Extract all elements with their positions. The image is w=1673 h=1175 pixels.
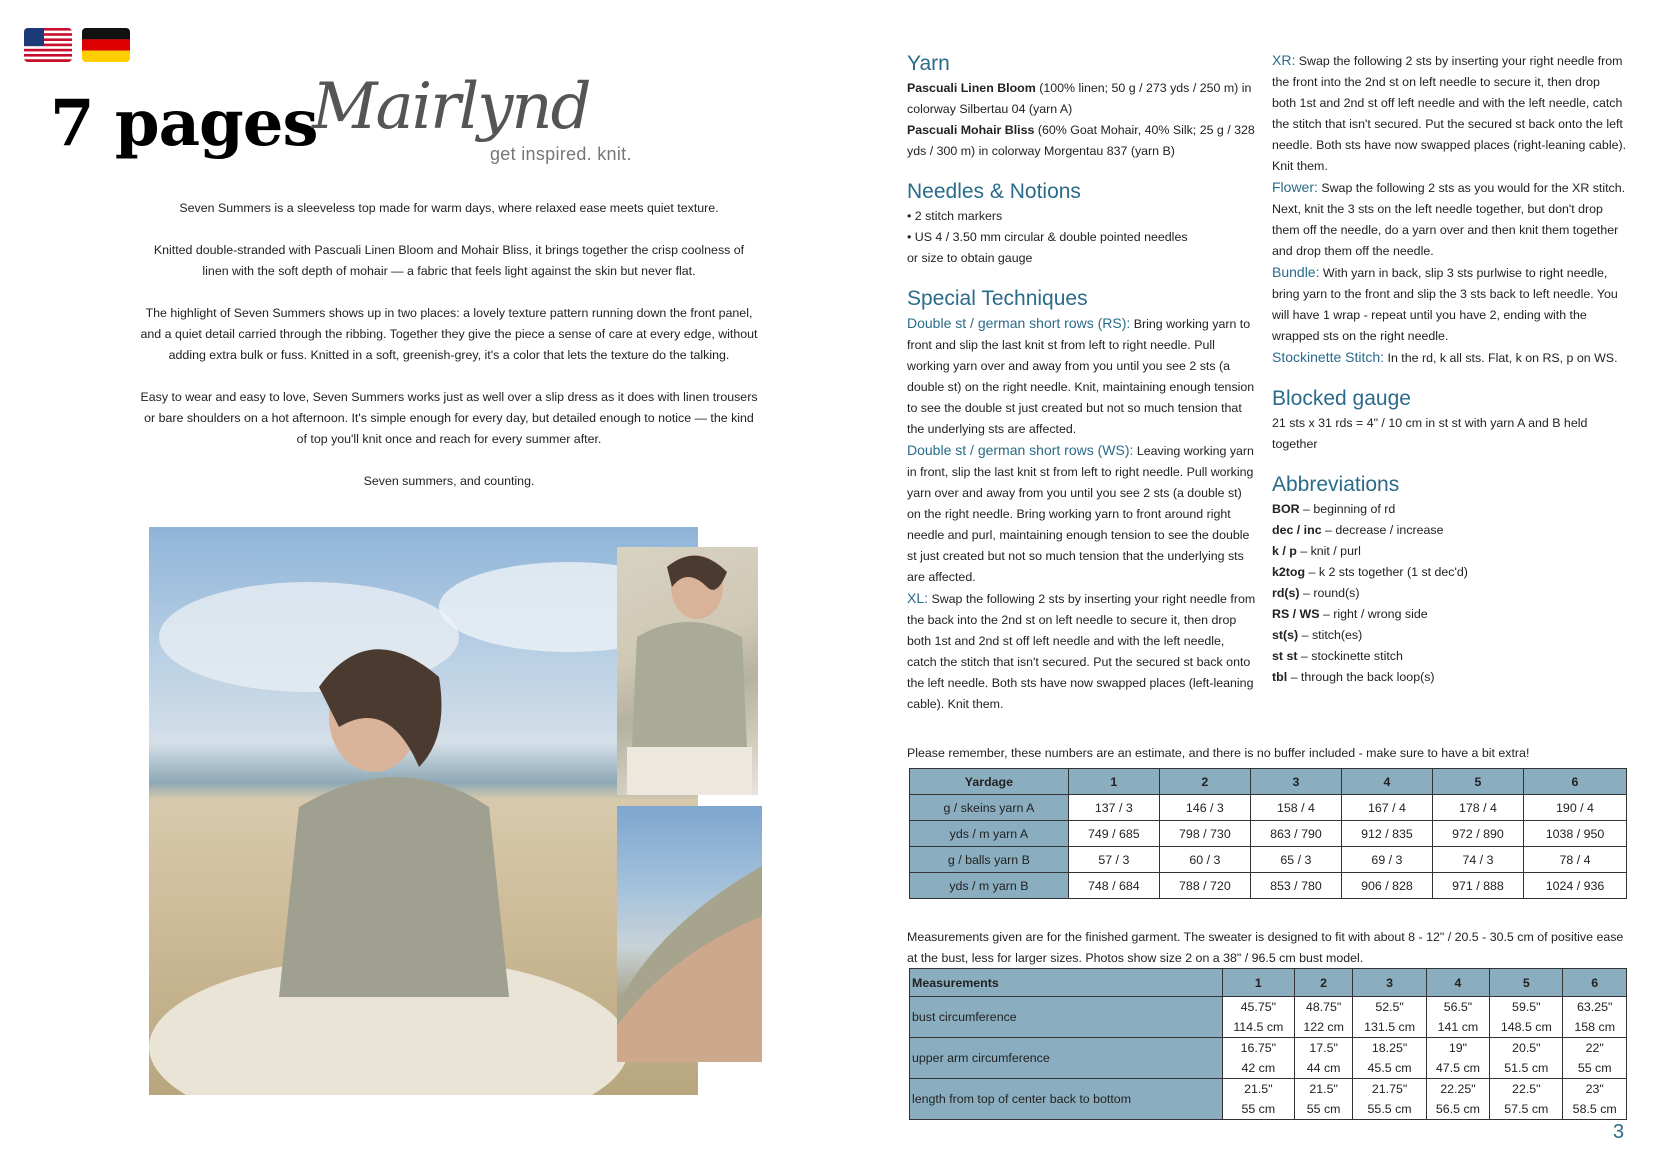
table-cell: 190 / 4: [1523, 795, 1626, 821]
table-header-cell: 6: [1563, 969, 1627, 997]
abbreviation-item: [1272, 604, 1627, 625]
table-cell: [1222, 1038, 1294, 1079]
logo-wordmark: Mairlynd: [312, 70, 590, 144]
table-cell: 167 / 4: [1341, 795, 1432, 821]
table-cell: 65 / 3: [1250, 847, 1341, 873]
table-cell: [1353, 1079, 1426, 1120]
cell-imperial: 21.5": [1309, 1082, 1338, 1096]
technique-entry: [1272, 50, 1627, 177]
table-cell: 972 / 890: [1432, 821, 1523, 847]
abbreviation-value: – beginning of rd: [1299, 502, 1396, 516]
technique-term: Flower:: [1272, 179, 1318, 195]
cell-metric: 55.5 cm: [1367, 1102, 1412, 1116]
detail-photo-bottom: [617, 806, 762, 1062]
technique-entry: [1272, 262, 1627, 347]
table-row: [910, 1038, 1627, 1079]
abbreviation-key: st st: [1272, 649, 1298, 663]
gauge-heading: Blocked gauge: [1272, 387, 1411, 410]
table-header-cell: 1: [1222, 969, 1294, 997]
table-header-row: [910, 969, 1627, 997]
abbreviation-item: [1272, 625, 1627, 646]
cell-imperial: 45.75": [1240, 1000, 1277, 1014]
abbreviation-key: dec / inc: [1272, 523, 1322, 537]
cell-imperial: 48.75": [1305, 1000, 1342, 1014]
yarn-b-name: Pascuali Mohair Bliss: [907, 123, 1035, 137]
table-header-cell: 1: [1068, 769, 1159, 795]
cell-imperial: 23": [1585, 1082, 1604, 1096]
technique-term: Double st / german short rows (WS):: [907, 442, 1134, 458]
table-cell: 971 / 888: [1432, 873, 1523, 899]
cell-imperial: 59.5": [1512, 1000, 1541, 1014]
cell-metric: 148.5 cm: [1500, 1020, 1552, 1034]
abbreviation-item: [1272, 583, 1627, 604]
yarn-a-entry: [907, 78, 1257, 120]
intro-text: [140, 198, 758, 513]
cell-metric: 42 cm: [1241, 1061, 1276, 1075]
abbreviation-key: rd(s): [1272, 586, 1300, 600]
abbreviation-item: [1272, 667, 1627, 688]
table-cell: 78 / 4: [1523, 847, 1626, 873]
table-header-cell: Yardage: [910, 769, 1069, 795]
technique-text: Swap the following 2 sts by inserting your right needle from the front into the 2nd st on left needle to secure it, then drop both 1st and 2nd st off left needle and with the left needle, catch the stitch that isn't secured. Put the secured st back onto the left needle. Both sts have now swapped places (right-leaning cable). Knit them.: [1272, 54, 1627, 173]
table-header-cell: 6: [1523, 769, 1626, 795]
cell-imperial: 52.5": [1375, 1000, 1404, 1014]
table-cell: [1490, 997, 1563, 1038]
page-count-label: 7 pages: [50, 86, 318, 161]
row-header-cell: yds / m yarn A: [910, 821, 1069, 847]
abbreviations-heading: Abbreviations: [1272, 473, 1400, 496]
technique-text: Leaving working yarn in front, slip the last knit st from left to right needle. Pull working yarn over and away from you until you see 2 sts (a double st) on the right needle. Bring working yarn to front around right needle and purl, maintaining enough tension to see the double st just created but not so much tension that the underlying sts are affected.: [907, 444, 1254, 584]
cell-imperial: 56.5": [1443, 1000, 1473, 1014]
yardage-table: [909, 768, 1627, 899]
technique-term: Stockinette Stitch:: [1272, 349, 1385, 365]
technique-text: With yarn in back, slip 3 sts purlwise to right needle, bring yarn to the front and slip the 3 sts back to left needle. You will have 1 wrap - repeat until you have 2, ending with the wrapped sts on the right needle.: [1272, 266, 1618, 343]
technique-text: In the rd, k all sts. Flat, k on RS, p on WS.: [1384, 351, 1618, 365]
table-header-row: [910, 769, 1627, 795]
intro-paragraph: Seven summers, and counting.: [363, 474, 535, 488]
table-cell: 60 / 3: [1159, 847, 1250, 873]
technique-text: Bring working yarn to front and slip the last knit st from left to right needle. Pull working yarn over and away from you until you see 2 sts (a double st) on the right needle. Knit, maintaining enough tension to see the double st just created but not so much tension that the underlying sts are affected.: [907, 317, 1255, 436]
table-cell: [1353, 997, 1426, 1038]
pattern-details-column-b: [1272, 50, 1627, 688]
table-cell: [1490, 1079, 1563, 1120]
table-header-cell: 5: [1490, 969, 1563, 997]
abbreviation-item: [1272, 541, 1627, 562]
cell-metric: 122 cm: [1303, 1020, 1344, 1034]
cell-imperial: 19": [1448, 1041, 1468, 1055]
abbreviation-item: [1272, 499, 1627, 520]
table-cell: 863 / 790: [1250, 821, 1341, 847]
table-header-cell: 2: [1294, 969, 1353, 997]
yarn-heading: Yarn: [907, 52, 950, 75]
table-cell: [1563, 1079, 1627, 1120]
table-cell: 788 / 720: [1159, 873, 1250, 899]
technique-term: Double st / german short rows (RS):: [907, 315, 1131, 331]
table-cell: 912 / 835: [1341, 821, 1432, 847]
table-cell: 798 / 730: [1159, 821, 1250, 847]
yarn-b-entry: [907, 120, 1257, 162]
needles-item: • 2 stitch markers: [907, 209, 1003, 223]
abbreviation-key: st(s): [1272, 628, 1299, 642]
abbreviation-key: RS / WS: [1272, 607, 1320, 621]
cell-imperial: 17.5": [1309, 1041, 1338, 1055]
detail-photo-top: [617, 547, 758, 795]
row-header-cell: bust circumference: [910, 997, 1223, 1038]
brand-logo: [272, 62, 632, 172]
technique-entry: [907, 440, 1257, 588]
de-flag-icon[interactable]: [82, 28, 130, 62]
table-cell: 74 / 3: [1432, 847, 1523, 873]
row-header-cell: g / balls yarn B: [910, 847, 1069, 873]
cell-metric: 55 cm: [1577, 1061, 1612, 1075]
main-photo: [149, 527, 698, 1095]
table-cell: [1294, 1079, 1353, 1120]
gauge-text: 21 sts x 31 rds = 4" / 10 cm in st st with yarn A and B held together: [1272, 416, 1588, 451]
cell-metric: 58.5 cm: [1572, 1102, 1617, 1116]
cell-metric: 56.5 cm: [1435, 1102, 1480, 1116]
technique-entry: [907, 588, 1257, 715]
cell-imperial: 63.25": [1577, 1000, 1613, 1014]
yarn-b-desc: (60% Goat Mohair, 40% Silk; 25 g / 328 yds / 300 m) in colorway Morgentau 837 (yarn B): [907, 123, 1255, 158]
table-cell: [1490, 1038, 1563, 1079]
table-row: [910, 821, 1627, 847]
intro-paragraph: The highlight of Seven Summers shows up in two places: a lovely texture pattern running down the front panel, and a quiet detail carried through the ribbing. Together they give the piece a sense of care at every edge, without adding extra bulk or fuss. Knitted in a soft, greenish-grey, it's a color that lets the texture do the talking.: [140, 306, 758, 362]
cell-imperial: 16.75": [1240, 1041, 1277, 1055]
cell-metric: 131.5 cm: [1364, 1020, 1416, 1034]
intro-paragraph: Seven Summers is a sleeveless top made for warm days, where relaxed ease meets quiet texture.: [179, 201, 719, 215]
table-row: [910, 847, 1627, 873]
cell-metric: 141 cm: [1437, 1020, 1479, 1034]
table-cell: 57 / 3: [1068, 847, 1159, 873]
cell-imperial: 20.5": [1512, 1041, 1541, 1055]
table-cell: [1222, 997, 1294, 1038]
pattern-details-column-a: [907, 50, 1257, 715]
table-cell: [1426, 1038, 1490, 1079]
abbreviation-value: – k 2 sts together (1 st dec'd): [1305, 565, 1468, 579]
table-row: [910, 1079, 1627, 1120]
technique-entry: [1272, 177, 1627, 262]
table-row: [910, 795, 1627, 821]
table-cell: 146 / 3: [1159, 795, 1250, 821]
table-cell: [1294, 997, 1353, 1038]
yarn-a-name: Pascuali Linen Bloom: [907, 81, 1036, 95]
abbreviation-value: – decrease / increase: [1321, 523, 1444, 537]
table-cell: [1563, 1038, 1627, 1079]
cell-metric: 55 cm: [1241, 1102, 1276, 1116]
table-cell: 1038 / 950: [1523, 821, 1626, 847]
cell-metric: 45.5 cm: [1367, 1061, 1412, 1075]
us-flag-icon[interactable]: [24, 28, 72, 62]
cell-imperial: 21.75": [1371, 1082, 1408, 1096]
table-cell: 137 / 3: [1068, 795, 1159, 821]
abbreviation-item: [1272, 562, 1627, 583]
table-cell: 69 / 3: [1341, 847, 1432, 873]
cell-metric: 57.5 cm: [1504, 1102, 1549, 1116]
technique-term: XR:: [1272, 52, 1296, 68]
table-cell: [1563, 997, 1627, 1038]
measurements-table: [909, 968, 1627, 1120]
cell-metric: 114.5 cm: [1233, 1020, 1284, 1034]
needles-item: • US 4 / 3.50 mm circular & double pointed needles: [907, 230, 1188, 244]
row-header-cell: upper arm circumference: [910, 1038, 1223, 1079]
cell-imperial: 22.25": [1440, 1082, 1476, 1096]
table-header-cell: 3: [1250, 769, 1341, 795]
abbreviation-item: [1272, 646, 1627, 667]
abbreviation-value: – round(s): [1299, 586, 1360, 600]
abbreviation-value: – through the back loop(s): [1287, 670, 1435, 684]
needles-item: or size to obtain gauge: [907, 251, 1033, 265]
cell-imperial: 21.5": [1244, 1082, 1273, 1096]
technique-text: Swap the following 2 sts as you would for the XR stitch. Next, knit the 3 sts on the left needle together, but don't drop them off the needle, do a yarn over and then knit them together and drop them off the needle.: [1272, 181, 1626, 258]
table-cell: 906 / 828: [1341, 873, 1432, 899]
table-header-cell: 3: [1353, 969, 1426, 997]
technique-entry: [907, 313, 1257, 440]
table-cell: 1024 / 936: [1523, 873, 1626, 899]
table-cell: 853 / 780: [1250, 873, 1341, 899]
technique-term: XL:: [907, 590, 929, 606]
table-cell: [1294, 1038, 1353, 1079]
abbreviation-key: k / p: [1272, 544, 1297, 558]
abbreviation-key: tbl: [1272, 670, 1288, 684]
cell-imperial: 22": [1585, 1041, 1604, 1055]
abbreviation-key: BOR: [1272, 502, 1300, 516]
yarn-a-desc: (100% linen; 50 g / 273 yds / 250 m) in colorway Silbertau 04 (yarn A): [907, 81, 1252, 116]
cell-metric: 158 cm: [1574, 1020, 1616, 1034]
measurements-note: Measurements given are for the finished garment. The sweater is designed to fit with about 8 - 12" / 20.5 - 30.5 cm of positive ease at the bust, less for larger sizes. Photos show size 2 on a 38" / 96.5 cm bust model.: [907, 930, 1624, 965]
needles-heading: Needles & Notions: [907, 180, 1081, 203]
table-cell: [1426, 997, 1490, 1038]
table-cell: 749 / 685: [1068, 821, 1159, 847]
table-header-cell: Measurements: [910, 969, 1223, 997]
table-header-cell: 4: [1341, 769, 1432, 795]
table-header-cell: 2: [1159, 769, 1250, 795]
cell-metric: 44 cm: [1306, 1061, 1341, 1075]
abbreviation-value: – stitch(es): [1298, 628, 1363, 642]
abbreviation-value: – right / wrong side: [1319, 607, 1428, 621]
intro-paragraph: Knitted double-stranded with Pascuali Linen Bloom and Mohair Bliss, it brings together the crisp coolness of linen with the soft depth of mohair — a fabric that feels light against the skin but never flat.: [153, 243, 745, 278]
intro-paragraph: Easy to wear and easy to love, Seven Summers works just as well over a slip dress as it does with linen trousers or bare shoulders on a hot afternoon. It's simple enough for every day, but detailed enough to notice — the kind of top you'll knit once and reach for every summer after.: [140, 390, 758, 446]
table-row: [910, 873, 1627, 899]
table-cell: [1222, 1079, 1294, 1120]
row-header-cell: length from top of center back to bottom: [910, 1079, 1223, 1120]
yardage-note: Please remember, these numbers are an estimate, and there is no buffer included - make sure to have a bit extra!: [907, 746, 1530, 760]
cell-metric: 51.5 cm: [1504, 1061, 1549, 1075]
abbreviation-item: [1272, 520, 1627, 541]
logo-tagline: get inspired. knit.: [490, 144, 632, 164]
table-cell: [1426, 1079, 1490, 1120]
table-header-cell: 5: [1432, 769, 1523, 795]
table-cell: 748 / 684: [1068, 873, 1159, 899]
table-cell: 178 / 4: [1432, 795, 1523, 821]
table-row: [910, 997, 1627, 1038]
cell-imperial: 22.5": [1512, 1082, 1541, 1096]
abbreviation-value: – stockinette stitch: [1297, 649, 1403, 663]
page-number: 3: [1613, 1121, 1625, 1143]
table-header-cell: 4: [1426, 969, 1490, 997]
cell-imperial: 18.25": [1371, 1041, 1408, 1055]
technique-term: Bundle:: [1272, 264, 1320, 280]
techniques-heading: Special Techniques: [907, 287, 1088, 310]
row-header-cell: g / skeins yarn A: [910, 795, 1069, 821]
cell-metric: 47.5 cm: [1435, 1061, 1480, 1075]
table-cell: 158 / 4: [1250, 795, 1341, 821]
technique-entry: [1272, 347, 1627, 369]
technique-text: Swap the following 2 sts by inserting your right needle from the back into the 2nd st on left needle to secure it, then drop both 1st and 2nd st off left needle and with the left needle, catch the stitch that isn't secured. Put the secured st back onto the left needle. Both sts have now swapped places (left-leaning cable). Knit them.: [907, 592, 1256, 711]
abbreviation-key: k2tog: [1272, 565, 1306, 579]
row-header-cell: yds / m yarn B: [910, 873, 1069, 899]
abbreviation-value: – knit / purl: [1296, 544, 1361, 558]
table-cell: [1353, 1038, 1426, 1079]
cell-metric: 55 cm: [1306, 1102, 1341, 1116]
